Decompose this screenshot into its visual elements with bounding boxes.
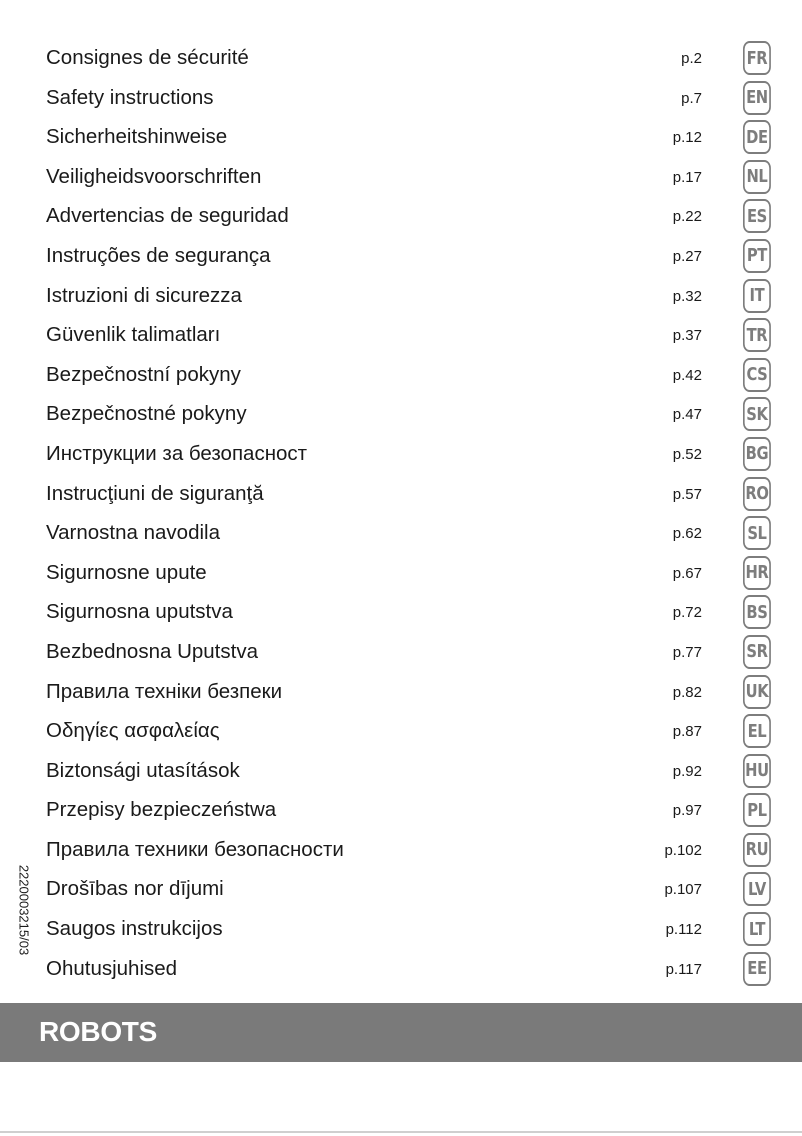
- toc-page-number: p.117: [665, 960, 702, 978]
- language-badge: TR: [743, 318, 771, 352]
- toc-page-number: p.37: [672, 327, 702, 345]
- toc-title: Instruções de segurança: [46, 243, 271, 267]
- toc-title: Güvenlik talimatları: [46, 323, 221, 347]
- toc-title: Veiligheidsvoorschriften: [46, 164, 262, 188]
- toc-title: Правила техники безопасности: [46, 837, 344, 861]
- toc-page-number: p.77: [672, 643, 702, 661]
- language-badge: BG: [743, 437, 771, 471]
- toc-title: Bezpečnostní pokyny: [46, 362, 241, 386]
- language-badge: EL: [743, 714, 771, 748]
- language-badge: RU: [743, 833, 771, 867]
- toc-row-de: [0, 117, 802, 157]
- toc-row-sk: [0, 394, 802, 434]
- toc-page-number: p.102: [664, 841, 702, 859]
- language-badge: DE: [743, 120, 771, 154]
- toc-title: Bezpečnostné pokyny: [46, 402, 247, 426]
- bottom-divider: [0, 1131, 802, 1133]
- toc-title: Biztonsági utasítások: [46, 758, 240, 782]
- toc-title: Sigurnosne upute: [46, 560, 207, 584]
- toc-row-el: [0, 711, 802, 751]
- language-badge: UK: [743, 675, 771, 709]
- toc-page-number: p.2: [681, 50, 702, 67]
- language-badge: BS: [743, 595, 771, 629]
- toc-row-uk: [0, 672, 802, 712]
- toc-title: Consignes de sécurité: [46, 46, 249, 69]
- toc-page-number: p.62: [672, 525, 702, 543]
- toc-title: Varnostna navodila: [46, 521, 220, 545]
- toc-row-hr: [0, 553, 802, 593]
- toc-row-ru: [0, 830, 802, 870]
- language-badge: CS: [743, 358, 771, 392]
- toc-title: Advertencias de seguridad: [46, 204, 289, 228]
- toc-page-number: p.42: [672, 366, 702, 384]
- toc-page-number: p.32: [672, 287, 702, 305]
- category-title: ROBOTS: [39, 1016, 157, 1047]
- toc-title: Οδηγίες ασφαλείας: [46, 719, 220, 743]
- toc-row-ee: [0, 949, 802, 989]
- toc-row-sl: [0, 513, 802, 553]
- toc-row-nl: [0, 157, 802, 197]
- language-badge: SL: [743, 516, 771, 550]
- toc-page-number: p.27: [672, 247, 702, 265]
- toc-row-lt: [0, 909, 802, 949]
- language-badge: EN: [743, 81, 771, 115]
- language-badge: SR: [743, 635, 771, 669]
- language-badge: LT: [743, 912, 771, 946]
- toc-title: Sigurnosna uputstva: [46, 600, 233, 624]
- toc-row-ro: [0, 474, 802, 514]
- language-badge: PL: [743, 793, 771, 827]
- toc-page-number: p.92: [672, 762, 702, 780]
- toc-title: Instrucţiuni de siguranţă: [46, 481, 264, 505]
- language-badge: NL: [743, 160, 771, 194]
- category-band: [0, 1003, 802, 1062]
- toc-title: Инструкции за безопасност: [46, 441, 308, 465]
- toc-row-pt: [0, 236, 802, 276]
- toc-row-en: [0, 78, 802, 118]
- language-badge: IT: [743, 279, 771, 313]
- toc-title: Saugos instrukcijos: [46, 917, 223, 941]
- toc-row-fr: [0, 38, 802, 78]
- toc-title: Ohutusjuhised: [46, 956, 178, 980]
- toc-row-tr: [0, 315, 802, 355]
- toc-title: Bezbednosna Uputstva: [46, 639, 258, 663]
- language-badge: SK: [743, 397, 771, 431]
- toc-row-it: [0, 276, 802, 316]
- table-of-contents: [0, 38, 802, 988]
- toc-title: Правила техніки безпеки: [46, 679, 283, 703]
- toc-row-hu: [0, 751, 802, 791]
- toc-title: Safety instructions: [46, 85, 214, 109]
- language-badge: FR: [743, 41, 771, 75]
- toc-page-number: p.12: [672, 129, 702, 147]
- toc-row-es: [0, 196, 802, 236]
- toc-row-bs: [0, 592, 802, 632]
- toc-page-number: p.87: [672, 723, 702, 741]
- language-badge: RO: [743, 477, 771, 511]
- toc-page-number: p.22: [672, 208, 702, 226]
- toc-page-number: p.17: [672, 168, 702, 186]
- toc-row-pl: [0, 790, 802, 830]
- toc-page-number: p.52: [672, 445, 702, 463]
- toc-page-number: p.47: [672, 406, 702, 424]
- language-badge: HU: [743, 754, 771, 788]
- toc-title: Drošības nor dījumi: [46, 877, 224, 901]
- language-badge: EE: [743, 952, 771, 986]
- toc-page-number: p.97: [672, 802, 702, 820]
- toc-page-number: p.107: [664, 881, 702, 899]
- toc-row-bg: [0, 434, 802, 474]
- toc-title: Sicherheitshinweise: [46, 125, 228, 149]
- language-badge: PT: [743, 239, 771, 273]
- toc-page-number: p.112: [665, 921, 702, 939]
- toc-row-lv: [0, 869, 802, 909]
- language-badge: HR: [743, 556, 771, 590]
- toc-title: Przepisy bezpieczeństwa: [46, 798, 277, 822]
- toc-row-cs: [0, 355, 802, 395]
- language-badge: LV: [743, 872, 771, 906]
- toc-page-number: p.7: [681, 89, 702, 107]
- toc-page-number: p.67: [672, 564, 702, 582]
- toc-row-sr: [0, 632, 802, 672]
- toc-title: Istruzioni di sicurezza: [46, 283, 242, 307]
- toc-page-number: p.57: [672, 485, 702, 503]
- document-code: 2220003215/03: [16, 864, 32, 956]
- toc-page-number: p.82: [672, 683, 702, 701]
- language-badge: ES: [743, 199, 771, 233]
- toc-page-number: p.72: [672, 604, 702, 622]
